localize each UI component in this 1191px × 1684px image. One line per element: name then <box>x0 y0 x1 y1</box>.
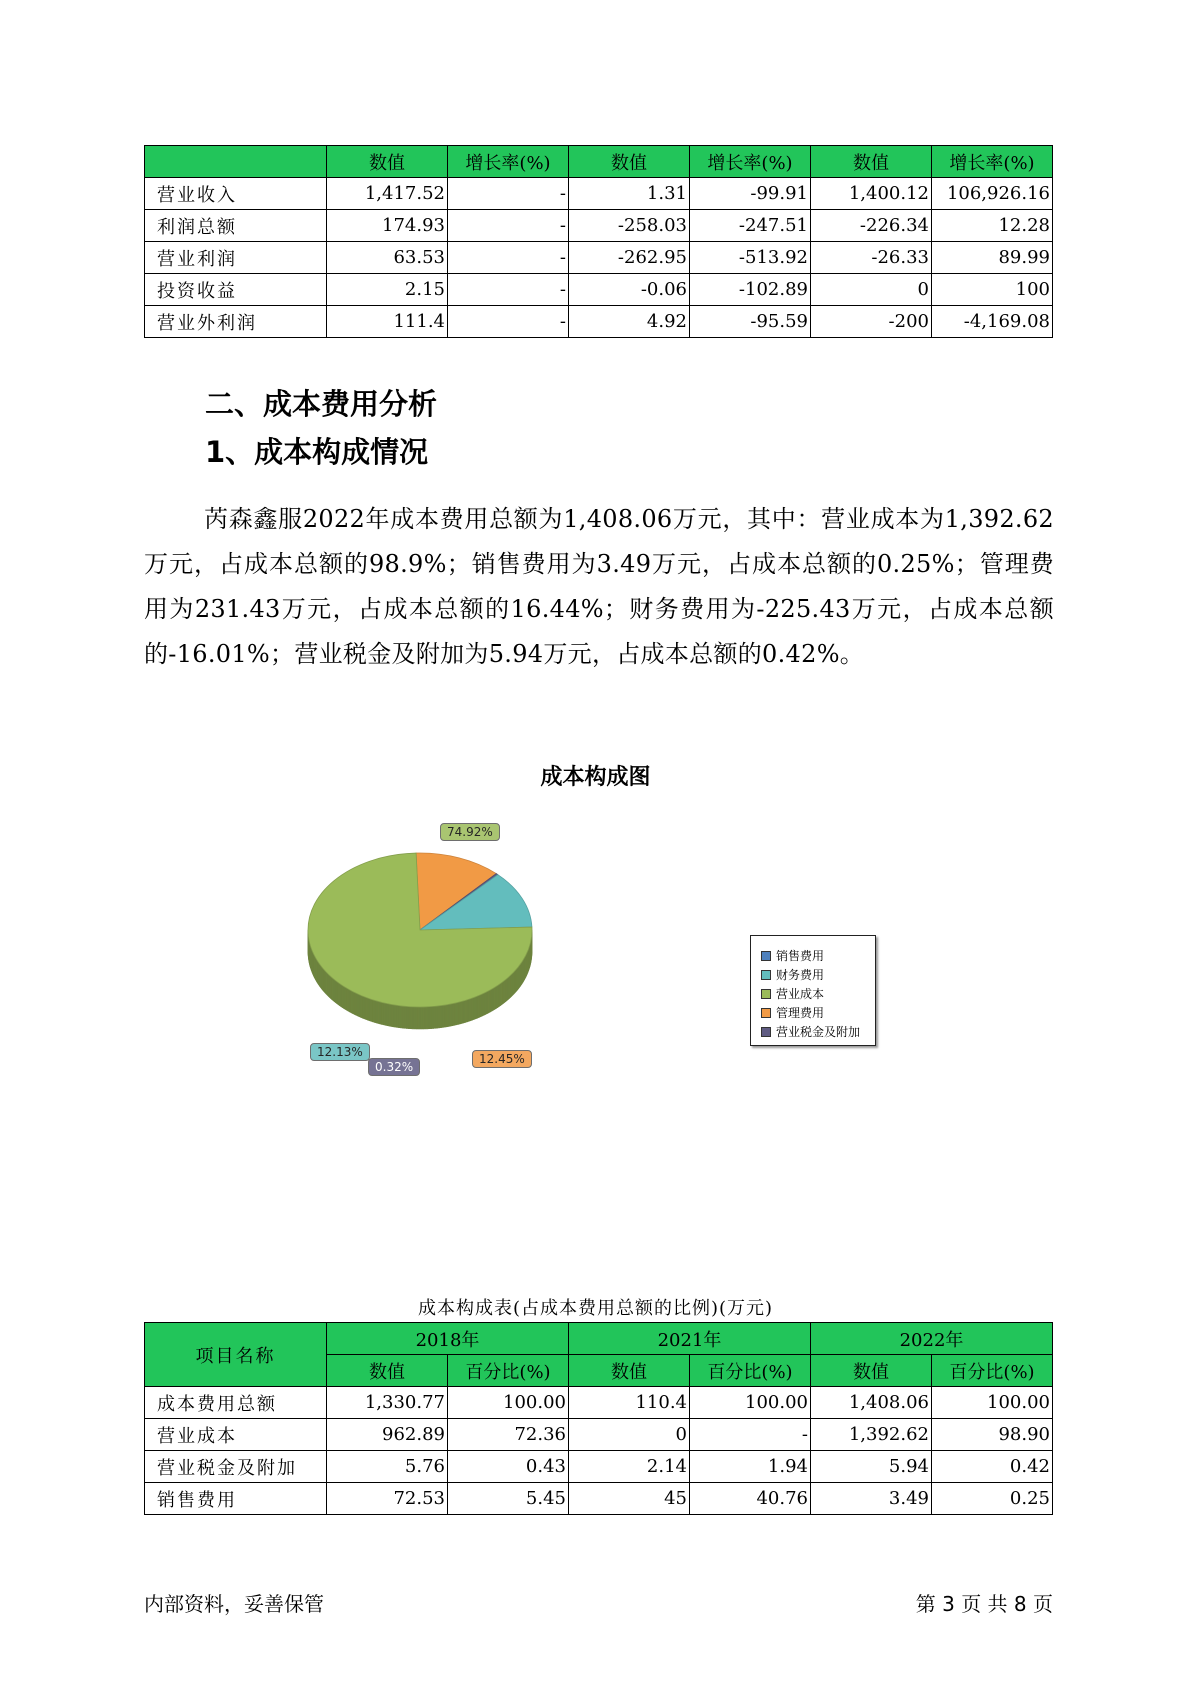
table-cell: 89.99 <box>932 242 1053 274</box>
table-cell: 63.53 <box>327 242 448 274</box>
table-cell: -4,169.08 <box>932 306 1053 338</box>
profit-table <box>144 145 1053 338</box>
legend-swatch <box>761 1027 771 1037</box>
cost-structure-table <box>144 1322 1053 1515</box>
row-label: 营业利润 <box>145 242 327 274</box>
column-header: 百分比(%) <box>932 1355 1053 1387</box>
legend-item <box>761 1022 875 1041</box>
row-label: 营业成本 <box>145 1419 327 1451</box>
table-cell: 0 <box>811 274 932 306</box>
table-cell: 100.00 <box>448 1387 569 1419</box>
table-cell: -247.51 <box>690 210 811 242</box>
column-header: 数值 <box>569 146 690 178</box>
column-header: 数值 <box>811 1355 932 1387</box>
table-cell: - <box>448 242 569 274</box>
pie-data-label: 74.92% <box>440 823 500 841</box>
row-label: 销售费用 <box>145 1483 327 1515</box>
table-cell: -95.59 <box>690 306 811 338</box>
legend-item <box>761 946 875 965</box>
legend-label: 财务费用 <box>776 968 825 982</box>
pie-data-label: 12.13% <box>310 1043 370 1061</box>
pie-data-label: 0.32% <box>368 1058 420 1076</box>
legend-swatch <box>761 951 771 961</box>
table-cell: - <box>448 306 569 338</box>
subsection-heading: 1、成本构成情况 <box>205 435 429 469</box>
table-row <box>145 306 1053 338</box>
table-cell: 4.92 <box>569 306 690 338</box>
cost-pie-chart <box>290 815 550 1075</box>
table-cell: 5.45 <box>448 1483 569 1515</box>
legend-swatch <box>761 1008 771 1018</box>
row-label: 投资收益 <box>145 274 327 306</box>
table-cell: -26.33 <box>811 242 932 274</box>
column-header: 数值 <box>811 146 932 178</box>
table-cell: 106,926.16 <box>932 178 1053 210</box>
table-cell: -0.06 <box>569 274 690 306</box>
table-cell: -200 <box>811 306 932 338</box>
table-cell: -262.95 <box>569 242 690 274</box>
column-header: 增长率(%) <box>932 146 1053 178</box>
column-header: 增长率(%) <box>690 146 811 178</box>
table-cell: 1,408.06 <box>811 1387 932 1419</box>
column-header: 增长率(%) <box>448 146 569 178</box>
table-cell: 1.94 <box>690 1451 811 1483</box>
table-cell: 111.4 <box>327 306 448 338</box>
table-cell: 1,392.62 <box>811 1419 932 1451</box>
table-cell: 100.00 <box>932 1387 1053 1419</box>
legend-swatch <box>761 989 771 999</box>
column-header: 数值 <box>569 1355 690 1387</box>
table-row <box>145 274 1053 306</box>
table-cell: -226.34 <box>811 210 932 242</box>
row-label: 成本费用总额 <box>145 1387 327 1419</box>
legend-item <box>761 984 875 1003</box>
table-cell: 0.25 <box>932 1483 1053 1515</box>
chart-legend <box>750 935 876 1046</box>
table-cell: 0 <box>569 1419 690 1451</box>
table-cell: -258.03 <box>569 210 690 242</box>
table-cell: 1,400.12 <box>811 178 932 210</box>
column-header: 数值 <box>327 146 448 178</box>
pie-data-label: 12.45% <box>472 1050 532 1068</box>
year-header: 2022年 <box>811 1323 1053 1355</box>
table-cell: 1,330.77 <box>327 1387 448 1419</box>
year-header: 2018年 <box>327 1323 569 1355</box>
row-label: 利润总额 <box>145 210 327 242</box>
table-cell: 0.42 <box>932 1451 1053 1483</box>
table-cell: 1.31 <box>569 178 690 210</box>
row-label: 营业外利润 <box>145 306 327 338</box>
table-row <box>145 242 1053 274</box>
table-cell: 5.94 <box>811 1451 932 1483</box>
column-header: 数值 <box>327 1355 448 1387</box>
table-cell: 100.00 <box>690 1387 811 1419</box>
table-cell: -102.89 <box>690 274 811 306</box>
table-row <box>145 178 1053 210</box>
legend-label: 销售费用 <box>776 949 825 963</box>
column-header: 百分比(%) <box>690 1355 811 1387</box>
table-cell: -513.92 <box>690 242 811 274</box>
legend-item <box>761 1003 875 1022</box>
table-cell: 40.76 <box>690 1483 811 1515</box>
year-header: 2021年 <box>569 1323 811 1355</box>
table-cell: 5.76 <box>327 1451 448 1483</box>
table-cell: - <box>690 1419 811 1451</box>
chart-title: 成本构成图 <box>540 765 651 790</box>
table-cell: 2.14 <box>569 1451 690 1483</box>
table-caption: 成本构成表(占成本费用总额的比例)(万元) <box>417 1298 774 1319</box>
table-cell: 12.28 <box>932 210 1053 242</box>
table-cell: 962.89 <box>327 1419 448 1451</box>
table-header-row <box>145 146 1053 178</box>
legend-label: 营业税金及附加 <box>776 1025 861 1039</box>
table-cell: - <box>448 178 569 210</box>
table-cell: 98.90 <box>932 1419 1053 1451</box>
legend-label: 营业成本 <box>776 987 825 1001</box>
footer-confidential: 内部资料，妥善保管 <box>144 1592 324 1616</box>
item-name-header: 项目名称 <box>145 1323 327 1387</box>
table-cell: 1,417.52 <box>327 178 448 210</box>
table-cell: - <box>448 210 569 242</box>
table-cell: 45 <box>569 1483 690 1515</box>
column-header: 百分比(%) <box>448 1355 569 1387</box>
section-heading: 二、成本费用分析 <box>205 387 438 421</box>
page-number: 第 3 页 共 8 页 <box>915 1592 1053 1616</box>
table-cell: 3.49 <box>811 1483 932 1515</box>
table-cell: 110.4 <box>569 1387 690 1419</box>
table-cell: - <box>448 274 569 306</box>
table-row <box>145 1483 1053 1515</box>
table-cell: 72.36 <box>448 1419 569 1451</box>
table-cell: -99.91 <box>690 178 811 210</box>
table-row <box>145 1419 1053 1451</box>
column-header <box>145 146 327 178</box>
paragraph-text: 芮森鑫服2022年成本费用总额为1,408.06万元，其中：营业成本为1,392.62万元，占成本总额的98.9%；销售费用为3.49万元，占成本总额的0.25%；管理费用为231.43万元，占成本总额的16.44%；财务费用为-225.43万元，占成本总额的-16.01%；营业税金及附加为5.94万元，占成本总额的0.42%。 <box>144 505 1054 668</box>
cost-summary-paragraph <box>144 497 1054 677</box>
table-cell: 100 <box>932 274 1053 306</box>
table-cell: 0.43 <box>448 1451 569 1483</box>
table-row <box>145 1387 1053 1419</box>
year-header-row <box>145 1323 1053 1355</box>
table-cell: 72.53 <box>327 1483 448 1515</box>
legend-swatch <box>761 970 771 980</box>
table-cell: 2.15 <box>327 274 448 306</box>
legend-label: 管理费用 <box>776 1006 825 1020</box>
row-label: 营业税金及附加 <box>145 1451 327 1483</box>
legend-item <box>761 965 875 984</box>
table-row <box>145 210 1053 242</box>
table-row <box>145 1451 1053 1483</box>
table-cell: 174.93 <box>327 210 448 242</box>
row-label: 营业收入 <box>145 178 327 210</box>
